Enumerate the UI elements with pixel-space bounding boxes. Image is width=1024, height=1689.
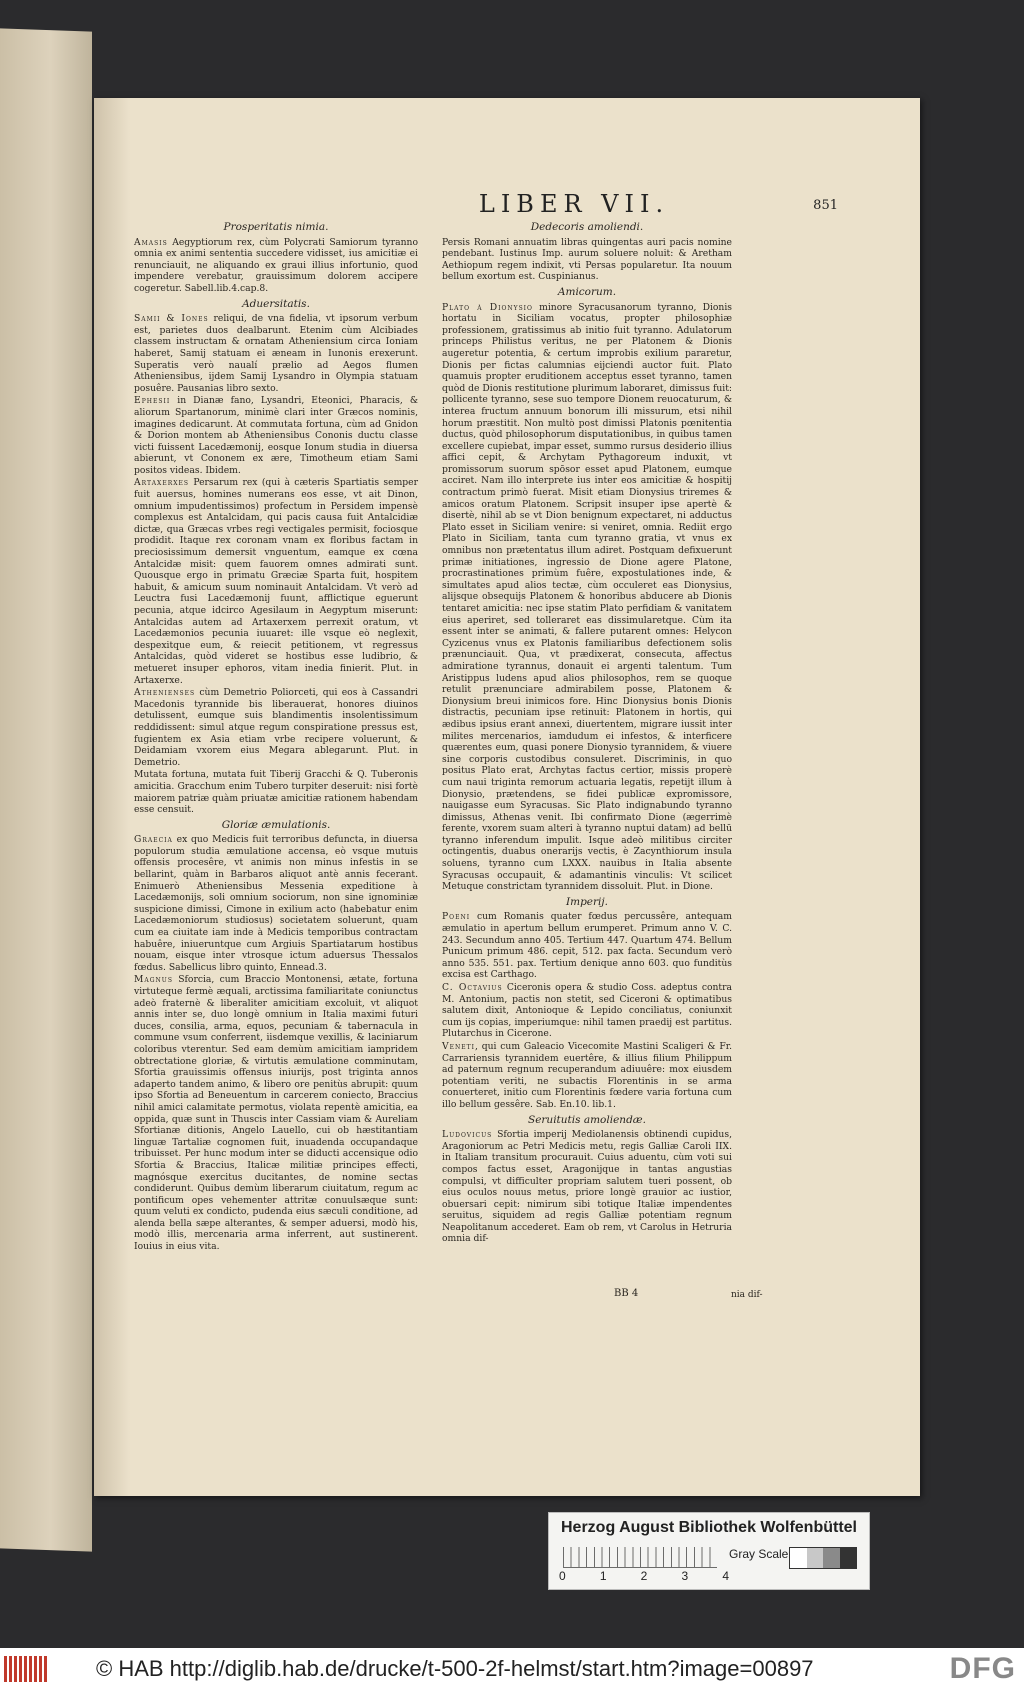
- paragraph-text: Sforcia, cum Braccio Montonensi, ætate, fortuna virtuteque fermè æquali, arctissima familiaritate coniunctus adeò fraternè & liberaliter amicitiam excoluit, vt aliquot annis inter se, duo longè omnium in Italia maximi futuri duces, consilia, arma, equos, pecuniam & tabernacula in commune vsum conferrent, iisdemque vexillis, & laciniarum coloribus vterentur. Sed eam demùm amicitiam iampridem obtrectatione gloriæ, & virtutis æmulatione comminutam, Sfortia grauissimis offensus iniurijs, post triginta annos adaperto tandem animo, & libero ore penitùs abrupit: quum ipso Sfortia ad Beneuentum in carcerem coniecto, Braccius nihil amici calamitate permotus, violata repentè amicitia, ea oppida, quæ sunt in Thuscis inter Cassiam viam & Aureliam Sfortianæ ditionis, Angelo Lauello, cui ob hæstitantiam linguæ Tartaliæ cognomen fuit, inuadenda occupandaque tribuisset. Per hunc modum inter se diducti accensique odio Sfortia & Braccius, Italicæ militiæ principes effecti, magnósque exercitus ducitantes, de nomine sectas condiderunt. Quibus demùm liberarum ciuitatum, regum ac pontificum opes vehementer attritæ conuulsæque sunt: quum veluti ex condicto, pudenda eius sæculi conditione, ad alenda bella sæpe alterantes, & semper aduersi, modò his, modò illis, mercenaria arma inferrent, aut sustinerent. Iouius in eius vita.: [134, 974, 418, 1253]
- paragraph-text: cum Romanis quater fœdus percussêre, antequam æmulatio in apertum bellum erumperet. Primum anno V. C. 243. Secundum anno 405. Tertium 447. Quartum 474. Bellum Punicum primum 486. cepit, 512. pax facta. Secundum verò anno 535. 551. pax. Tertium denique anno 603. quo funditùs excisa est Carthago.: [442, 911, 732, 981]
- library-color-card: [548, 1512, 870, 1590]
- paragraph: [134, 395, 418, 476]
- paragraph: [442, 237, 732, 283]
- paragraph: [134, 313, 418, 394]
- section-heading: Gloriæ æmulationis.: [221, 818, 331, 831]
- paragraph-text: , qui cum Galeacio Vicecomite Mastini Scaligeri & Fr. Carrariensis tyrannidem euertêre, & illius filium Philippum ad paternum regnum recuperandum adiuuêre: mox eiusdem potentiam veriti, ne subactis Florentinis in se arma conuerteret, initio cum Florentinis fœdere varia fortuna cum illo bellum gessêre. Sab. En.10. lib.1.: [442, 1040, 732, 1110]
- paragraph-lead: Athenienses: [134, 687, 196, 699]
- gray-scale-label: Gray Scale: [729, 1547, 789, 1561]
- paragraph: [442, 982, 732, 1040]
- section-heading: Prosperitatis nimia.: [223, 221, 329, 233]
- signature-mark: BB 4: [614, 1288, 639, 1299]
- gray-scale-swatches: [789, 1547, 857, 1569]
- paragraph-text: Ciceronis opera & studio Coss. adeptus contra M. Antonium, pactis non stetit, sed Ciceroni & optimatibus salutem dixit, Antonioque & Lepido conciliatus, coniunxit cum ijs copias, imperiumque: nihil tamen praedij est partitus. Plutarchus in Cicerone.: [442, 982, 732, 1040]
- section-heading: Amicorum.: [557, 285, 617, 298]
- copyright-url[interactable]: © HAB http://diglib.hab.de/drucke/t-500-2f-helmst/start.htm?image=00897: [96, 1656, 814, 1681]
- paragraph: [442, 1041, 732, 1111]
- paragraph: [134, 974, 418, 1252]
- section-heading: Aduersitatis.: [242, 297, 310, 310]
- paragraph: [134, 769, 418, 815]
- right-column: [442, 218, 732, 1246]
- ruler-number: 1: [599, 1569, 607, 1583]
- paragraph-lead: Graecia: [134, 834, 173, 846]
- paragraph-lead: Plato à Dionysio: [442, 301, 533, 313]
- section-heading: Imperij.: [565, 895, 608, 908]
- ruler-number: 3: [681, 1569, 689, 1583]
- paragraph-text: minore Syracusanorum tyranno, Dionis hortatu in Siciliam vocatus, propter philosophiæ professionem, gratissimus ab initio fuit tyranno. Adulatorum princeps Philistus veritus, ne per Platonem & Dionis augeretur potentia, & certum improbis exilium pararetur, Dionis per fictas calumnias eijciendi auctor fuit. Plato quamuis propter eruditionem acceptus esset tyranno, tamen quòd de Dionis restitutione plurimum laboraret, dimissus fuit: pollicente tyranno, sese suo tempore Dionem reuocaturum, & interea fructum annuum bonorum illi missurum, etsi nihil horum præstitit. Non multò post dimissi Platonis pœnitentia ductus, quòd philosophorum disputationibus, in quibus tamen excellere cupiebat, impar esset, summo rursus desiderio illius affici cepit, & Archytam Pythagoreum induxit, vt promissorum suorum spōsor esset apud Platonem, eumque acciret. Nam illo interprete ius inter eos amicitiæ & hospitij contractum primò fuerat. Misit etiam Dionysius triremes & amicos oratum Platonem. Scripsit insuper ipse apertè & disertè, nihil ab se vt Dion benignum expectaret, ni adductus Plato esset in Siciliam venire: si veniret, omnia. Rediit ergo Plato in Siciliam, tanta cum tyranno gratia, vt vnus ex omnibus non prætentatus illum adiret. Postquam defixuerunt primæ initiationes, ingressio de Dione agere Platone, procrastinationes primùm fuêre, expostulationes inde, & simultates apud alios tectæ, cùm occuleret eas Dionysius, alijsque obsequijs Platonem & honoribus abducere ab Dionis tentaret amicitia: nec ipse statim Plato perfidiam & vanitatem eius aperiret, sed tolleraret eas dissimularetque. Cùm ita essent inter se animati, & fallere putarent omnes: Helycon Cyzicenus vnus ex Platonis familiaribus defectionem solis prænunciauit. Qua, vt prædixerat, consecuta, affectus admiratione tyrannus, donauit ei argenti talentum. Tum Aristippus ludens apud alios philosophos, rem se quoque retulit prænunciare admirabilem posse, Platonem & Dionysium breui inimicos fore. Hinc Dionysius bonis Dionis distractis, pecuniam ipse retinuit: Platonem in hortis, qui ædibus ipsius erant annexi, diuertentem, migrare iussit inter milites mercenarios, iamdudum ei infestos, & interficere quærentes eum, quasi ponere Dionysio tyrannidem, & viuere sine corporis custodibus consuleret. Discriminis, in quo positus Plato erat, Archytas factus certior, missis properè cum naui triginta remorum actuaria legatis, repetijt illum à Dionysio, prætendens, se fidei publicæ expromissore, nauigasse eum Syracusas. Sic Plato indignabundo tyranno dimissus, Athenas venit. Ibi confirmato Dione (ægerrimè ferente, vxorem suam alteri à tyranno nuptui datam) ad bellū tyranno inferendum impulit. Isque adeò militibus circiter octingentis, duabus onerarijs vectis, è Zacynthiorum insula soluens, tyranno cum LXXX. nauibus in Italia absente Syracusas occupauit, & adamantinis vinculis: Vt scilicet Metuque constrictam tyrannidem dissoluit. Plut. in Dione.: [442, 301, 732, 893]
- paragraph-lead: Samii & Iones: [134, 313, 209, 325]
- paragraph-text: Aegyptiorum rex, cùm Polycrati Samiorum tyranno omnia ex animi sententia succedere vidisset, ius amicitiæ ei renunciauit, ne aliquando ex graui illius infortunio, quod impendere verebatur, grauissimum dolorem accipere cogeretur. Sabell.lib.4.cap.8.: [134, 236, 418, 294]
- paragraph-text: Sfortia imperij Mediolanensis obtinendi cupidus, Aragoniorum ac Petri Medicis metu, regis Galliæ Caroli IIX. in Italiam transitum procurauit. Cuius aduentu, cùm voti sui compos factus esset, Aragonijque in tantas angustias compulsi, vt difficulter propriam salutem tueri possent, ob eius oculos nouus metus, priore longè grauior ac iustior, obuersari cepit: nimirum sibi totique Italiæ impendentes seruitus, siquidem ad regis Galliæ potentiam regnum Neapolitanum accederet. Eam ob rem, vt Carolus in Hetruria omnia dif-: [442, 1129, 732, 1245]
- paragraph: [134, 237, 418, 295]
- running-head: LIBER VII.: [478, 190, 670, 218]
- paragraph-text: Mutata fortuna, mutata fuit Tiberij Gracchi & Q. Tuberonis amicitia. Gracchum enim Tubero turpiter deseruit: nisi fortè maiorem patriæ quàm priuatæ amicitiæ rationem habendam esse censuit.: [134, 769, 418, 816]
- ruler-number: 4: [722, 1569, 729, 1583]
- facing-page-edge: [0, 28, 92, 1551]
- paragraph-lead: Magnus: [134, 974, 173, 986]
- paragraph-lead: Artaxerxes: [134, 477, 189, 489]
- ruler-number: 2: [640, 1569, 648, 1583]
- barcode-icon: [4, 1656, 48, 1682]
- paragraph-text: Persis Romani annuatim libras quingentas auri pacis nomine pendebant. Iustinus Imp. aurum soluere noluit: & Aretham Aethiopum regem indixit, vti Persas popularetur. Ita nouum bellum exortum est. Cuspinianus.: [442, 236, 732, 283]
- paragraph: [442, 1129, 732, 1245]
- ruler-number: 0: [559, 1569, 566, 1583]
- gray-swatch: [807, 1548, 824, 1568]
- left-column: [134, 218, 418, 1254]
- page-number: 851: [813, 198, 838, 213]
- paragraph-text: reliqui, de vna fidelia, vt ipsorum verbum est, parietes duos dealbarunt. Etenim cùm Alcibiades classem instructam & ornatam Atheniensium circa Ioniam haberet, Samij statuam ei æneam in Iunonis erexerunt. Superatis verò naualí prælio ad Aegos flumen Atheniensibus, ijdem Samij Lysandro in Olympia statuam posuêre. Pausanias libro sexto.: [134, 313, 418, 394]
- paragraph-lead: C. Octavius: [442, 982, 503, 993]
- paragraph-lead: Amasis: [134, 236, 168, 248]
- paragraph: [134, 687, 418, 768]
- paragraph-text: ex quo Medicis fuit terroribus defuncta, in diuersa populorum studia æmulatione accensa, eò vsque mutuis offensis procesêre, vt animis non minus infestis in se bellarint, quàm in Barbaros aliquot antè annis fecerant. Enimuerò Atheniensibus Messenia expeditione à Lacedæmonijs, soli omnium sociorum, non sine ignominiæ suspicione dimissi, Cimone in exilium acto (habebatur enim Lacedæmoniorum studiosus) societatem soluerunt, quam cum ea ciuitate iam inde à Medicis temporibus contractam habuêre, iniueruntque cum Argiuis Spartiatarum hostibus nouam, eisque inter vtrosque ictum aduersus Thessalos fœdus. Sabellicus libro quinto, Ennead.3.: [134, 834, 418, 973]
- scale-ruler: [563, 1547, 717, 1568]
- paragraph: [442, 911, 732, 981]
- paragraph-lead: Poeni: [442, 911, 471, 923]
- library-name: Herzog August Bibliothek Wolfenbüttel: [561, 1519, 857, 1536]
- gray-swatch: [840, 1548, 857, 1568]
- ruler-numbers: [559, 1569, 729, 1583]
- dfg-logo: DFG: [949, 1652, 1016, 1685]
- footer-bar: [0, 1648, 1024, 1689]
- paragraph: [134, 834, 418, 973]
- gray-swatch: [790, 1548, 807, 1568]
- section-heading: Dedecoris amoliendi.: [530, 221, 644, 233]
- paragraph: [442, 302, 732, 893]
- paragraph-text: cùm Demetrio Poliorceti, qui eos à Cassandri Macedonis tyrannide bis liberauerat, honores diuinos detulissent, eumque suis blandimentis insolentissimum reddidissent: simul atque regum conspiratione pressus est, fugientem ex Asia etiam vrbe recipere voluerunt, & Deidamiam vxorem eius Megara ablegarunt. Plut. in Demetrio.: [134, 687, 418, 768]
- paragraph-lead: Ludovicus: [442, 1129, 493, 1141]
- catchword: nia dif-: [731, 1290, 763, 1300]
- paragraph-lead: Ephesii: [134, 395, 171, 407]
- paragraph-text: in Dianæ fano, Lysandri, Eteonici, Pharacis, & aliorum Spartanorum, minimè clari inter Græcos nominis, imagines dedicarunt. At commutata fortuna, cùm ad Gnidon & Dorion montem ab Atheniensibus Cononis ductu classe victi fuissent Lacedæmonij, eosque Ionum studia in diuersa abierunt, vt Cononem ex ære, Timotheum etiam Sami positos videas. Ibidem.: [134, 395, 418, 476]
- paragraph: [134, 477, 418, 686]
- section-heading: Seruitutis amoliendæ.: [528, 1113, 646, 1126]
- book-page: [94, 98, 920, 1496]
- paragraph-text: Persarum rex (qui à cæteris Spartiatis semper fuit auersus, homines numerans eos esse, vt ait Dinon, omnium impudentissimos) profectum in Persidem impensè complexus est Antalcidam, qui pacis causa fuit Antalcidiæ dictæ, qua Græcas vrbes regi vectigales permisit, fociosque prodidit. Itaque rex coronam vnam ex floribus factam in preciosissimum demersit vnguentum, eamque ex cœna Antalcidæ misit: quem fauorem omnes admirati sunt. Quousque ergo in primatu Græciæ Sparta fuit, hospitem habuit, & amicum suum nominauit Antalcidam. Vt verò ad Leuctra fusi Lacedæmonij fuunt, afflictique eguerunt pecunia, atque idcirco Agesilaum in Aegyptum miserunt: Antalcidas autem ad Artaxerxem perrexit oratum, vt Lacedæmonios pecunia iuuaret: ille vsque eò neglexit, despexitque eum, & reiecit petitionem, vt regressus Antalcidas, quòd videret se hostibus esse ludibrio, & metueret insuper ephoros, vitam inedia finierit. Plut. in Artaxerxe.: [134, 477, 418, 686]
- gray-swatch: [823, 1548, 840, 1568]
- paragraph-lead: Veneti: [442, 1040, 476, 1052]
